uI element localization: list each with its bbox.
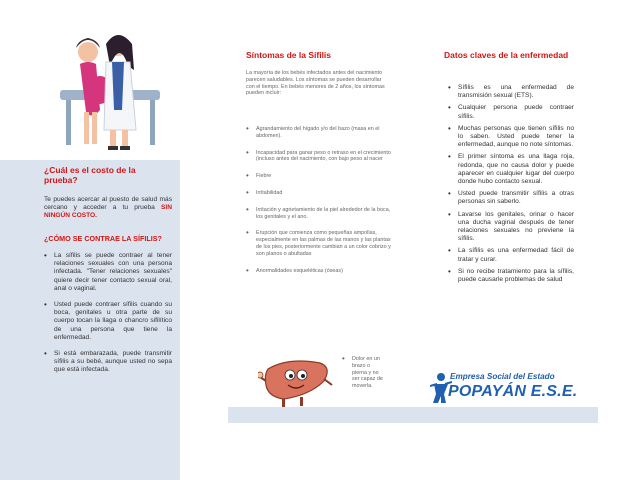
list-item: • La sífilis es una enfermedad fácil de tratar y curar. [448,247,574,263]
key-facts-title: Datos claves de la enfermedad [444,50,569,60]
list-item: • Muchas personas que tienen sífilis no lo saben. Usted puede tener la enfermedad, aunque no note síntomas. [448,125,574,150]
list-item: • Si no recibe tratamiento para la sífilis, puede causarle problemas de salud [448,268,574,284]
list-item: • Anormalidades esqueléticas (óseas) [246,268,394,275]
cost-text-main: Te puedes acercar al puesto de salud más cercano y acceder a tu prueba [44,196,172,212]
list-item: • El primer síntoma es una llaga roja, redonda, que no causa dolor y puede aparecer en cualquier lugar del cuerpo donde hubo contacto sexual. [448,153,574,186]
list-item: • Cualquier persona puede contraer sífilis. [448,104,574,120]
cost-text-emphasis: SIN NINGÚN COSTO. [44,204,172,220]
cost-title: ¿Cuál es el costo de la prueba? [44,165,136,185]
panel-left [0,0,180,480]
symptoms-intro: La mayoría de los bebés infectados antes del nacimiento parecen saludables. Los síntomas se pueden desarrollar con el tiempo. En bebés menores de 2 años, los síntomas pueden incluir: [246,70,385,97]
list-item: • Sífilis es una enfermedad de transmisión sexual (ETS). [448,84,574,100]
list-item: • Usted puede transmitir sífilis a otras personas sin saberlo. [448,190,574,206]
side-symptom-list [342,356,386,390]
contract-title: ¿CÓMO SE CONTRAE LA SÍFILIS? [44,234,162,243]
logo-title: POPAYÁN E.S.E. [448,383,578,400]
symptoms-title: Síntomas de la Sífilis [246,50,332,60]
list-item: • Irritabilidad [246,190,394,197]
symptoms-list [246,126,394,274]
cost-text [44,196,172,221]
list-item: • La sífilis se puede contraer al tener relaciones sexuales con una persona infectada. "Tener relaciones sexuales" quiere decir tener contacto sexual oral, anal o vaginal. [44,252,172,293]
panel-left-body [0,160,180,480]
list-item: • Fiebre [246,173,394,180]
list-item: • Incapacidad para ganar peso o retraso en el crecimiento (incluso antes del nacimiento, con bajo peso al nacer [246,150,394,164]
doctor-patient-illustration [0,0,180,160]
popayan-logo [430,368,590,406]
logo-subtitle: Empresa Social del Estado [450,372,555,381]
list-item: • Si está embarazada, puede transmitir sífilis a su bebé, aunque usted no sepa que está infectada. [44,350,172,375]
liver-character-illustration [258,355,338,410]
list-item: • Irritación y agrietamiento de la piel alrededor de la boca, los genitales y el ano. [246,207,394,221]
list-item: • Usted puede contraer sífilis cuando su boca, genitales u otra parte de su cuerpo tocan la llaga o chancro sifilítico de una persona que tiene la enfermedad. [44,301,172,342]
key-facts-list [448,84,574,284]
contract-list [44,252,172,375]
list-item: • Dolor en un brazo o pierna y no ser capaz de moverla. [342,356,386,390]
list-item: • Agrandamiento del hígado y/o del bazo (masa en el abdomen). [246,126,394,140]
list-item: • Erupción que comienza como pequeñas ampollas, especialmente en las palmas de las manos y las plantas de los pies, posteriormente cambian a un color cobrizo y son planos o abultadas [246,230,394,257]
list-item: • Lavarse los genitales, orinar o hacer una ducha vaginal después de tener relaciones sexuales no previene la sífilis. [448,211,574,244]
panel-right [440,0,590,480]
